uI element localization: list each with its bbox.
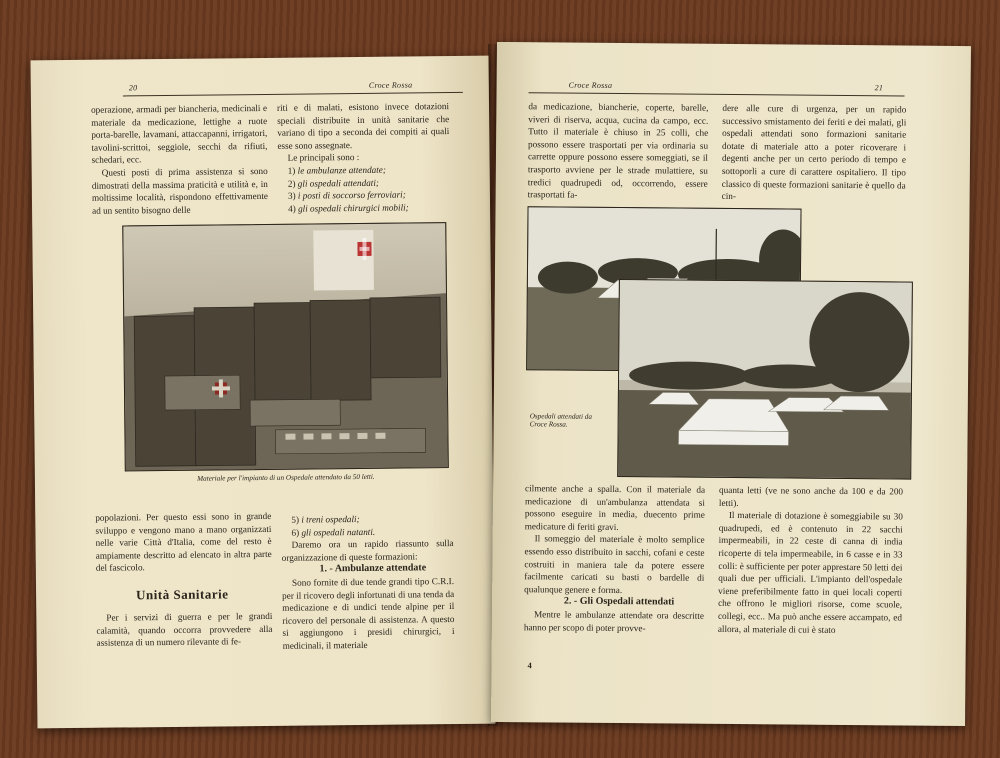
subsection-title: 1. - Ambulanze attendate xyxy=(319,562,427,575)
photo-caption: Materiale per l'impianto di un Ospedale attendato da 50 letti. xyxy=(197,472,375,483)
subsection-title: 2. - Gli Ospedali attendati xyxy=(563,595,675,608)
paragraph: Il someggio del materiale è molto semplice essendo esso distribuito in sacchi, cofani e ceste costruiti in maniera tale da potere essere facilmente caricati su basti o bardelle di qualunque genere e forma. xyxy=(524,533,705,595)
right-running-head: Croce Rossa xyxy=(568,80,613,90)
list-item: 1) le ambulanze attendate; xyxy=(287,164,386,176)
paragraph: Sono fornite di due tende grandi tipo C.R.I. per il ricovero degli infortunati di una tenda da medicazione e di undici tende alpine per il ricovero del personale di assistenza. A questo si aggiungono i presidi chirurgici, i medicinali, il materiale xyxy=(282,575,455,651)
photo-supply-crates xyxy=(122,222,449,471)
left-col2-bottom xyxy=(281,512,454,652)
right-page xyxy=(491,42,971,726)
photo-supply-crates-image xyxy=(123,223,448,470)
left-page-number: 20 xyxy=(128,83,138,93)
list-item: 6) gli ospedali natanti. xyxy=(291,526,376,538)
paragraph: quanta letti (ve ne sono anche da 100 e da 200 letti). xyxy=(718,484,904,508)
photo-tents-bottom-image xyxy=(618,280,912,479)
left-col2-top xyxy=(277,100,450,215)
paragraph: Daremo ora un rapido riassunto sulla organizzazione di queste formazioni: xyxy=(281,538,454,563)
right-col1-top xyxy=(528,100,709,202)
right-page-number: 21 xyxy=(874,83,884,93)
right-col2-bottom xyxy=(718,484,903,637)
left-page xyxy=(31,56,496,729)
list-item: 3) i posti di soccorso ferroviari; xyxy=(287,189,406,201)
paragraph: riti e di malati, esistono invece dotazioni speciali distribuite in unità sanitarie che variano di tipo a seconda dei compiti ai quali esse sono assegnate. xyxy=(276,101,450,151)
header-rule xyxy=(529,92,905,96)
paragraph: Questi posti di prima assistenza si sono dimostrati della massima praticità e utilità e, in moltissime località, rispondono effettivamente ad un sentito bisogno delle xyxy=(91,165,269,216)
list-item: 4) gli ospedali chirurgici mobili; xyxy=(288,202,409,214)
paragraph: da medicazione, biancherie, coperte, barelle, viveri di riserva, acqua, cucina da campo, ecc. Tutto il materiale è chiuso in 25 colli, che possono essere trasportati per via ordinaria su carrette oppure possono essere someggiati, se il trasporto avviene per le strade mulattiere, su tredici quadrupedi od, occorrendo, essere trasportati fa- xyxy=(527,101,709,200)
footer-mark: 4 xyxy=(527,660,532,671)
photo-caption: Ospedali attendati da Croce Rossa. xyxy=(529,412,593,429)
list-item: 5) i treni ospedali; xyxy=(291,513,360,525)
left-col1-section xyxy=(96,610,272,650)
paragraph: Il materiale di dotazione è someggiabile su 30 quadrupedi, ed è contenuto in 22 sacchi impermeabili, in 22 ceste di canna di india ricoperte di tela impermeabile, in 6 casse e in 33 colli: è sufficiente per poter apprestare 50 letti dei quali due per ufficiali. L'impianto dell'ospedale viene preferibilmente fatto in quei locali coperti che offrono le migliori risorse, come scuole, collegi, ecc.. Ma può anche essere accampato, ed allora, al materiale di cui è stato xyxy=(717,510,903,635)
left-col1-bottom xyxy=(95,510,272,575)
right-col2-top xyxy=(722,102,907,204)
left-running-head: Croce Rossa xyxy=(368,80,413,90)
left-col1-top xyxy=(91,102,268,217)
paragraph: dere alle cure di urgenza, per un rapido successivo smistamento dei feriti e dei malati, gli ospedali attendati sono formazioni sanitarie dotate di materiale atto a poter ricoverare i degenti anche per un certo periodo di tempo e sottoporli a cure di carattere ospitaliero. Il tipo classico di queste formazioni sanitarie è quello da cin- xyxy=(721,102,907,202)
section-title: Unità Sanitarie xyxy=(136,586,229,603)
paragraph: popolazioni. Per questo essi sono in grande sviluppo e vengono mano a mano organizzati nelle varie Città d'Italia, come del resto è ampiamente descritto ad elencato in altra parte del fascicolo. xyxy=(95,510,272,574)
right-col1-bottom xyxy=(524,482,705,635)
paragraph: Le principali sono : xyxy=(287,152,360,164)
paragraph: cilmente anche a spalla. Con il materiale da medicazione di un'ambulanza attendata si possono eseguire in media, duecento prime medicature di feriti gravi. xyxy=(524,483,706,532)
list-item: 2) gli ospedali attendati; xyxy=(287,177,379,189)
paragraph: Per i servizi di guerra e per le grandi calamità, quando occorra provvedere alla assistenza di un numero rilevante di fe- xyxy=(96,610,273,648)
photo-tents-bottom xyxy=(617,279,913,480)
paragraph: operazione, armadi per biancheria, medicinali e materiale da medicazione, lettighe a ruote porta-barelle, lavamani, attaccapanni, irrigatori, tavolini-scrittoi, seggiole, secchi da rifiuti, schedari, ecc. xyxy=(90,102,268,166)
paragraph: Mentre le ambulanze attendate ora descritte hanno per scopo di poter provve- xyxy=(523,609,705,633)
header-rule xyxy=(123,92,463,97)
